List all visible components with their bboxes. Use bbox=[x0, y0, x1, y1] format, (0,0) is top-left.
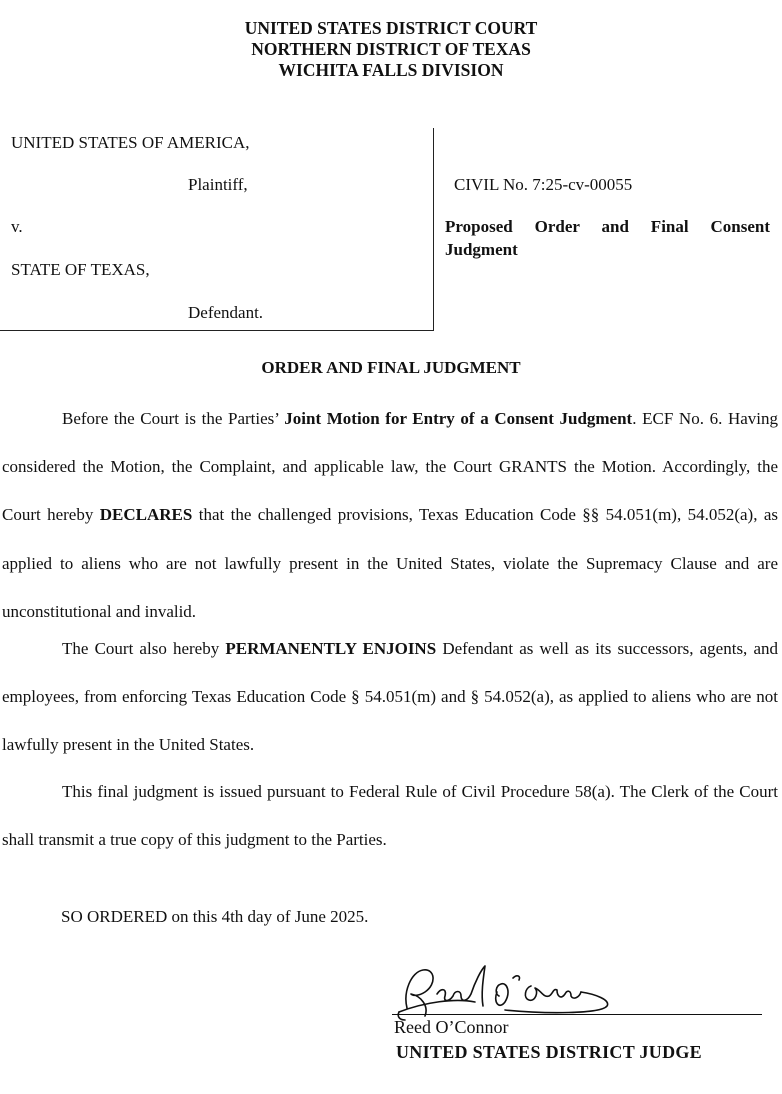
order-paragraph-declaration bbox=[2, 395, 778, 636]
court-name: UNITED STATES DISTRICT COURT bbox=[244, 18, 538, 38]
case-number: CIVIL No. 7:25-cv-00055 bbox=[454, 175, 633, 194]
court-district: NORTHERN DISTRICT OF TEXAS bbox=[251, 39, 531, 59]
joint-motion-title: Joint Motion for Entry of a Consent Judgment bbox=[284, 409, 633, 428]
caption-vertical-rule bbox=[433, 128, 434, 331]
judge-name: Reed O’Connor bbox=[394, 1017, 509, 1037]
plaintiff-name: UNITED STATES OF AMERICA, bbox=[11, 133, 250, 152]
p2-text-a: The Court also hereby bbox=[62, 639, 226, 658]
permanently-enjoins-keyword: PERMANENTLY ENJOINS bbox=[225, 639, 437, 658]
signature-line bbox=[392, 1014, 762, 1015]
defendant-name: STATE OF TEXAS, bbox=[11, 260, 150, 279]
p2-text-b: Defendant as well as its successors, agents, and employees, from enforcing Texas Education Code § 54.051(m) and § 54.052(a), as applied to aliens who are not lawfully present in the United States. bbox=[2, 639, 778, 755]
plaintiff-label: Plaintiff, bbox=[188, 175, 248, 194]
defendant-label: Defendant. bbox=[188, 303, 264, 322]
declares-keyword: DECLARES bbox=[99, 505, 193, 525]
document-title-line2: Judgment bbox=[445, 240, 518, 259]
court-division: WICHITA FALLS DIVISION bbox=[278, 60, 504, 80]
order-paragraph-injunction bbox=[2, 625, 778, 770]
versus-label: v. bbox=[11, 217, 23, 236]
document-title-line1: Proposed Order and Final Consent bbox=[445, 217, 770, 236]
judge-title: UNITED STATES DISTRICT JUDGE bbox=[396, 1042, 702, 1062]
p1-text-a: Before the Court is the Parties’ bbox=[62, 409, 285, 428]
order-paragraph-final-judgment bbox=[2, 768, 778, 864]
court-header bbox=[0, 18, 782, 81]
p1-text-b: . ECF No. 6. Having considered the Motion, the Complaint, and applicable law, the Court GRANTS the Motion. Accordingly, the Court hereby bbox=[2, 409, 778, 525]
order-title: ORDER AND FINAL JUDGMENT bbox=[261, 358, 521, 377]
so-ordered-line: SO ORDERED on this 4th day of June 2025. bbox=[61, 907, 369, 926]
caption-horizontal-rule bbox=[0, 330, 434, 331]
p3-text: This final judgment is issued pursuant to Federal Rule of Civil Procedure 58(a). The Clerk of the Court shall transmit a true copy of this judgment to the Parties. bbox=[2, 782, 778, 850]
p1-text-c: that the challenged provisions, Texas Education Code §§ 54.051(m), 54.052(a), as applied to aliens who are not lawfully present in the United States, violate the Supremacy Clause and are unconstitutional and invalid. bbox=[2, 505, 778, 621]
